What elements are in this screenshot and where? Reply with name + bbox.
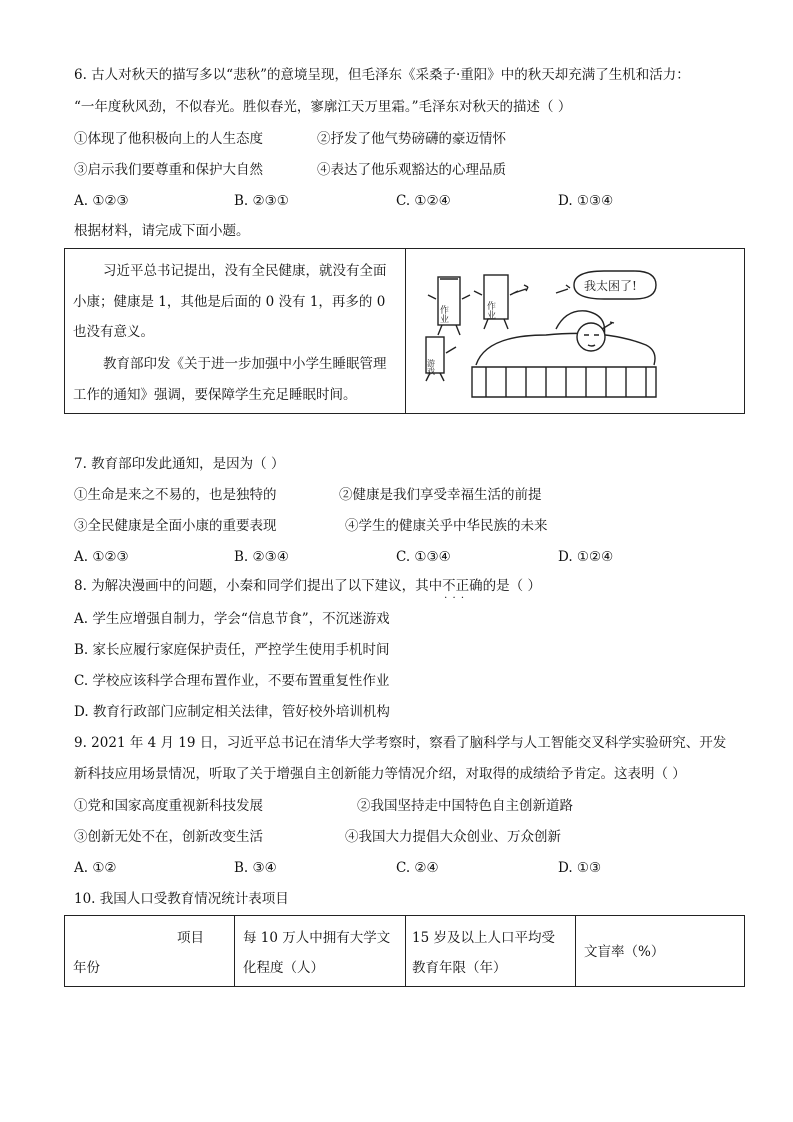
material-text-cell <box>65 249 406 413</box>
cartoon-cell <box>406 249 744 413</box>
sleepy-student-icon <box>577 322 614 351</box>
q7-option-b[interactable]: B. ②③④ <box>234 549 289 565</box>
q9-statement-1: ①党和国家高度重视新科技发展 <box>74 798 263 814</box>
material-p2-line1: 教育部印发《关于进一步加强中小学生睡眠管理 <box>103 356 387 372</box>
table-header-corner <box>65 916 235 986</box>
q9-option-b[interactable]: B. ③④ <box>234 860 277 876</box>
col2-header-line2: 教育年限（年） <box>412 960 507 976</box>
speech-bubble-text: 我太困了! <box>584 279 637 293</box>
q9-statement-3: ③创新无处不在，创新改变生活 <box>74 829 263 845</box>
q6-option-c[interactable]: C. ①②④ <box>396 193 451 209</box>
material-table <box>64 248 745 414</box>
q8-stem-pre: 8. 为解决漫画中的问题，小秦和同学们提出了以下建议，其中 <box>74 578 443 594</box>
q10-stem: 10. 我国人口受教育情况统计表项目 <box>74 891 289 907</box>
q6-option-b[interactable]: B. ②③① <box>234 193 289 209</box>
q9-option-d[interactable]: D. ①③ <box>558 860 602 876</box>
q7-option-a[interactable]: A. ①②③ <box>74 549 129 565</box>
q7-option-d[interactable]: D. ①②④ <box>558 549 614 565</box>
q6-statement-4: ④表达了他乐观豁达的心理品质 <box>317 162 506 178</box>
header-item-label: 项目 <box>177 930 204 946</box>
q9-statement-4: ④我国大力提倡大众创业、万众创新 <box>345 829 561 845</box>
material-p1-line3: 也没有意义。 <box>73 324 154 340</box>
material-intro: 根据材料，请完成下面小题。 <box>74 223 250 239</box>
table-header-col1 <box>235 916 406 986</box>
q8-stem-post: 的是（ ） <box>482 578 541 594</box>
q9-option-a[interactable]: A. ①② <box>74 860 117 876</box>
q6-option-d[interactable]: D. ①③④ <box>558 193 614 209</box>
table-header-col2 <box>406 916 576 986</box>
material-p1-line1: 习近平总书记提出，没有全民健康，就没有全面 <box>103 263 387 279</box>
q6-stem-line1: 6. 古人对秋天的描写多以“悲秋”的意境呈现，但毛泽东《采桑子·重阳》中的秋天却充满了生机和活力： <box>74 67 690 83</box>
homework-book-icon <box>474 275 518 329</box>
header-year-label: 年份 <box>73 960 100 976</box>
homework-book-icon <box>428 277 470 335</box>
table-header-col3 <box>576 916 744 986</box>
material-p2-line2: 工作的通知》强调，要保障学生充足睡眠时间。 <box>73 387 357 403</box>
col3-header: 文盲率（%） <box>584 944 665 960</box>
q9-statement-2: ②我国坚持走中国特色自主创新道路 <box>357 798 573 814</box>
col1-header-line1: 每 10 万人中拥有大学文 <box>243 930 391 946</box>
q8-option-a[interactable]: A. 学生应增强自制力，学会“信息节食”，不沉迷游戏 <box>74 611 390 627</box>
q8-stem <box>74 577 541 595</box>
q6-option-a[interactable]: A. ①②③ <box>74 193 129 209</box>
q7-statement-2: ②健康是我们享受幸福生活的前提 <box>339 487 542 503</box>
q7-statement-4: ④学生的健康关乎中华民族的未来 <box>345 518 548 534</box>
q8-option-b[interactable]: B. 家长应履行家庭保护责任，严控学生使用手机时间 <box>74 642 390 658</box>
q6-statement-3: ③启示我们要尊重和保护大自然 <box>74 162 263 178</box>
book2-label: 作业 <box>485 301 495 319</box>
q6-statement-1: ①体现了他积极向上的人生态度 <box>74 131 263 147</box>
q7-option-c[interactable]: C. ①③④ <box>396 549 451 565</box>
q9-option-c[interactable]: C. ②④ <box>396 860 439 876</box>
q7-stem: 7. 教育部印发此通知，是因为（ ） <box>74 456 285 472</box>
q7-statement-1: ①生命是来之不易的，也是独特的 <box>74 487 277 503</box>
q7-statement-3: ③全民健康是全面小康的重要表现 <box>74 518 277 534</box>
bed-icon <box>472 311 656 397</box>
q8-option-c[interactable]: C. 学校应该科学合理布置作业，不要布置重复性作业 <box>74 673 390 689</box>
material-p1-line2: 小康；健康是 1，其他是后面的 0 没有 1，再多的 0 <box>73 294 386 310</box>
book3-label: 游戏 <box>426 359 436 375</box>
q9-stem-line2: 新科技应用场景情况，听取了关于增强自主创新能力等情况介绍，对取得的成绩给予肯定。这表明（ ） <box>74 766 686 782</box>
q6-stem-line2: “一年度秋风劲，不似春光。胜似春光，寥廓江天万里霜。”毛泽东对秋天的描述（ ） <box>74 99 572 115</box>
q8-stem-emphasis: 不正确 · · · <box>442 578 483 594</box>
q6-statement-2: ②抒发了他气势磅礴的豪迈情怀 <box>317 131 506 147</box>
q9-stem-line1: 9. 2021 年 4 月 19 日，习近平总书记在清华大学考察时，察看了脑科学与人工智能交叉科学实验研究、开发 <box>74 735 727 751</box>
book1-label: 作业 <box>438 305 448 323</box>
col2-header-line1: 15 岁及以上人口平均受 <box>412 930 555 946</box>
q8-option-d[interactable]: D. 教育行政部门应制定相关法律，管好校外培训机构 <box>74 704 390 720</box>
col1-header-line2: 化程度（人） <box>243 960 324 976</box>
education-stats-table <box>64 915 745 987</box>
cartoon-image <box>406 249 744 413</box>
